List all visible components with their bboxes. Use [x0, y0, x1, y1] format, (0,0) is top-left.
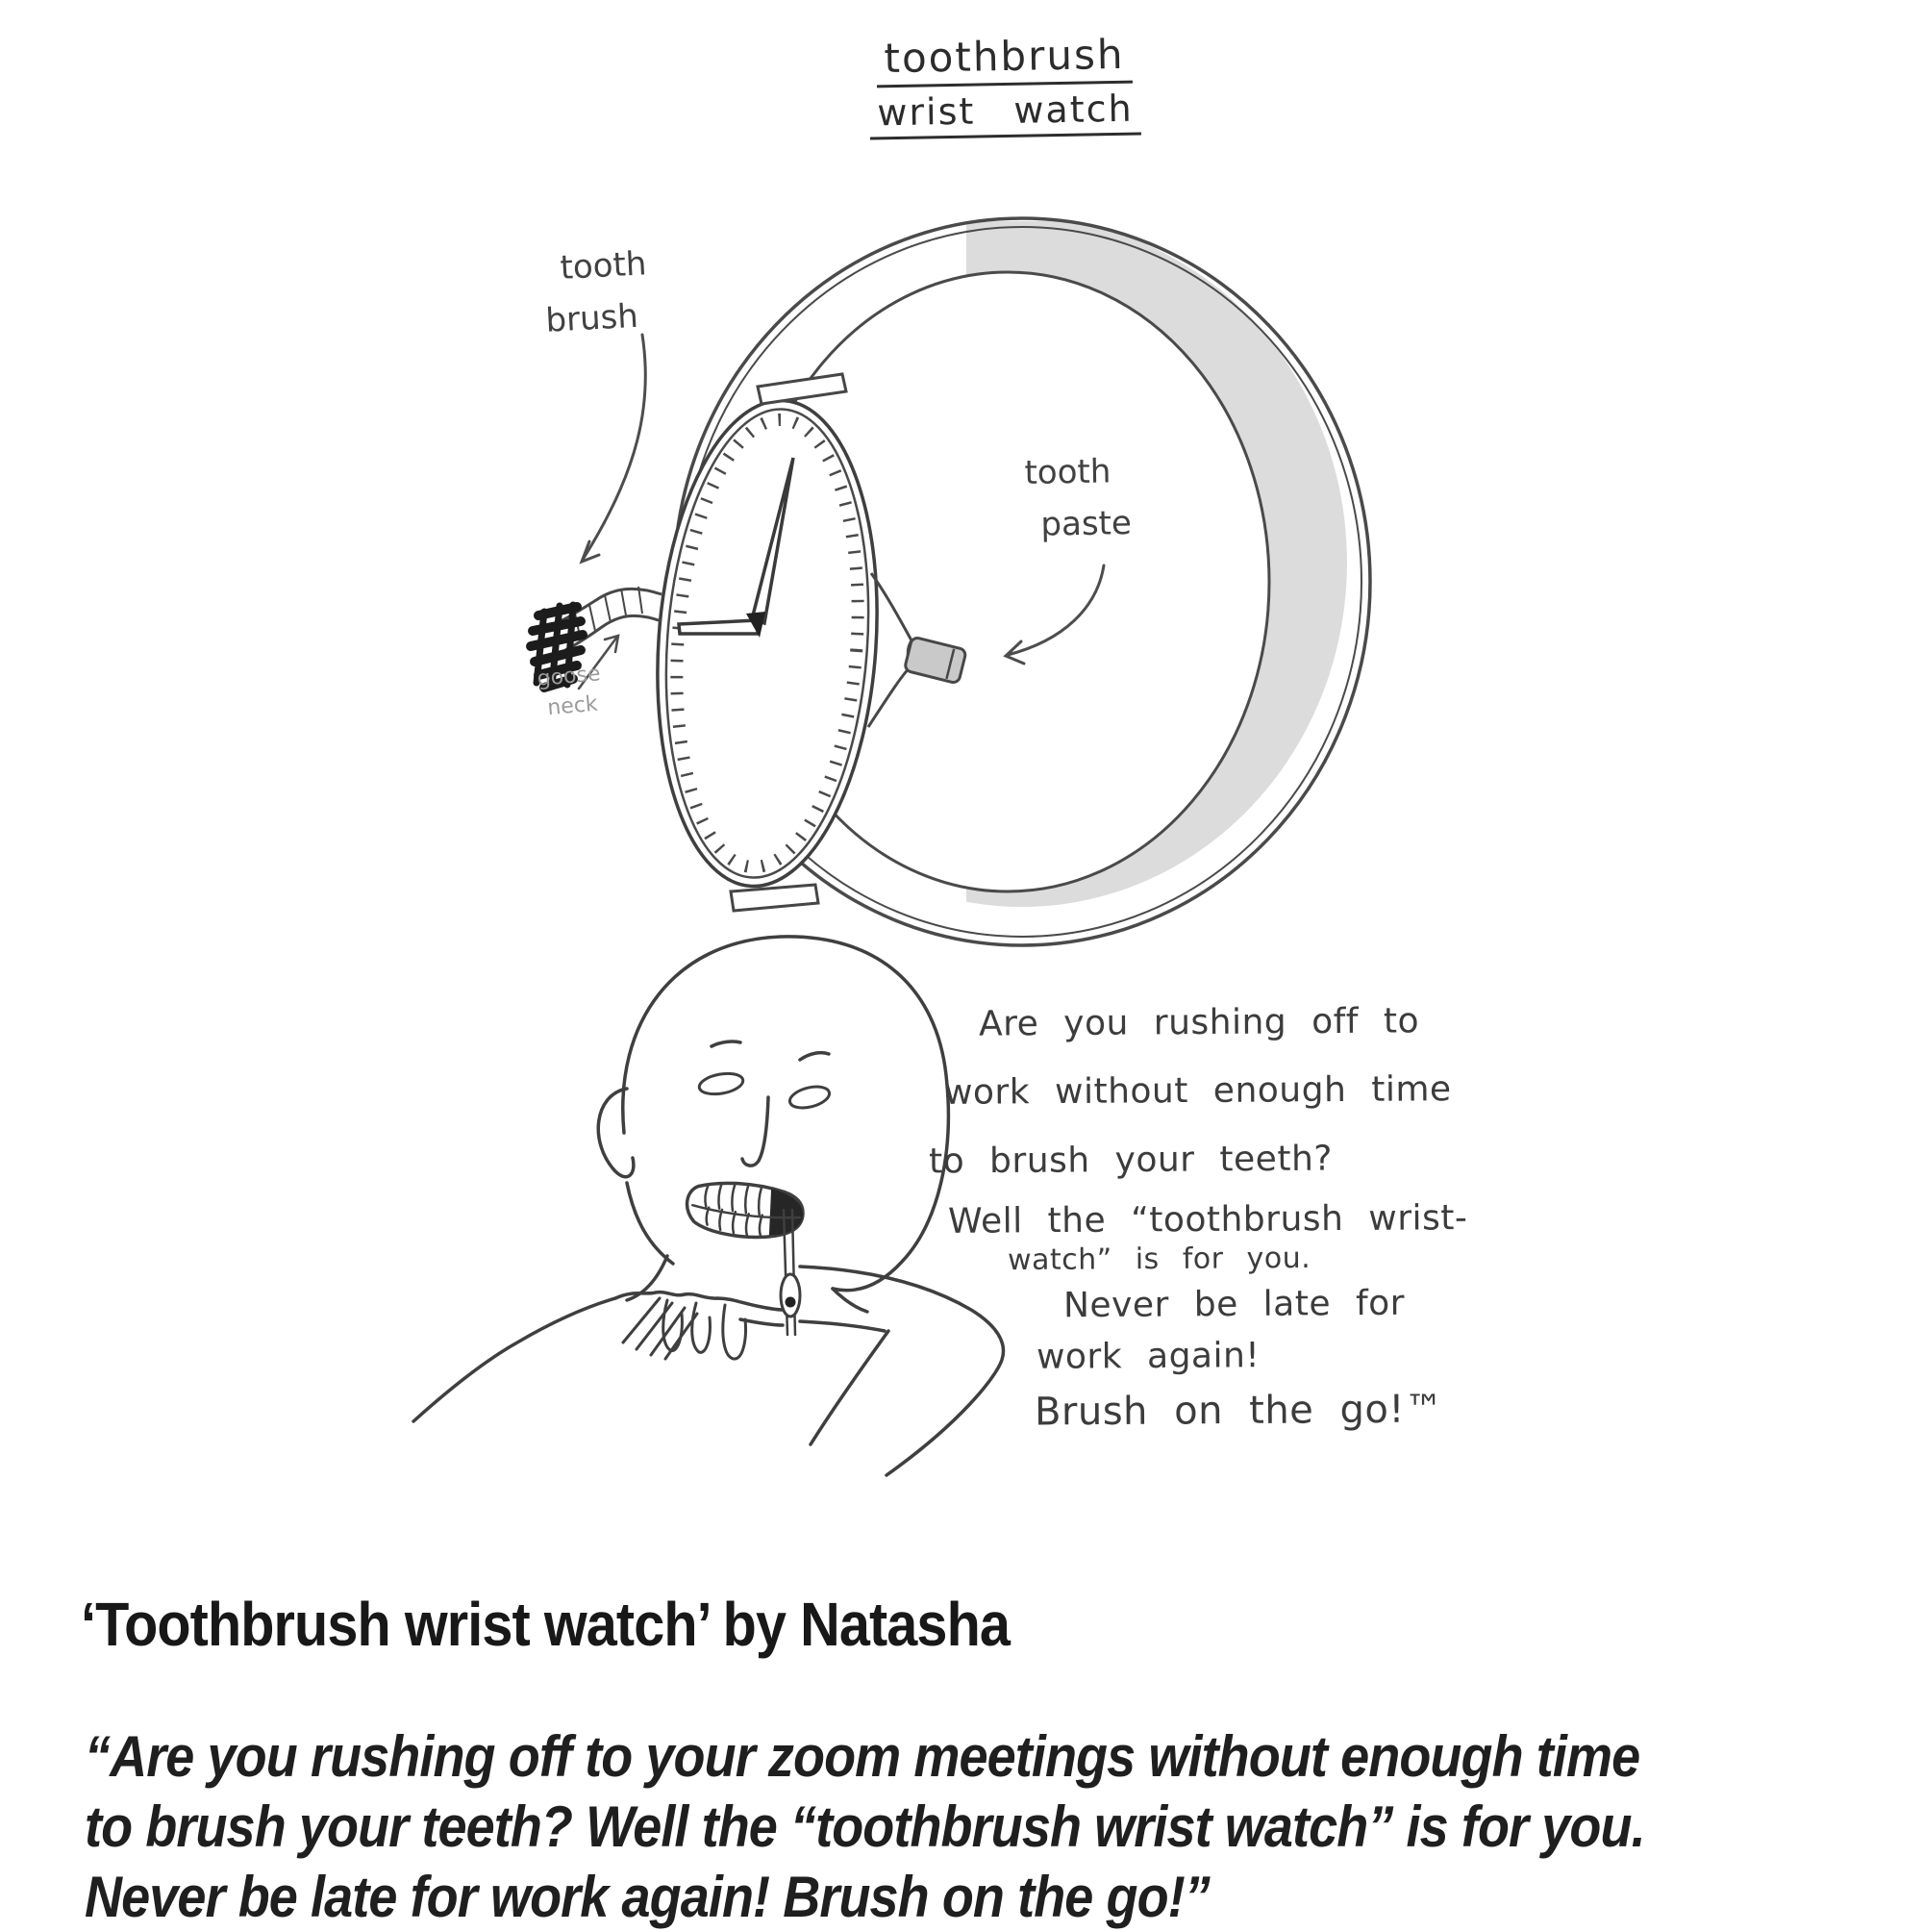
wrist-bottom-right — [800, 1321, 885, 1331]
caption-quote-line2: to brush your teeth? Well the “toothbrush wrist watch” is for you. — [85, 1794, 1645, 1859]
wrist-band-pin — [786, 1297, 796, 1308]
toothpaste-arrow — [1006, 565, 1104, 664]
finger-hatches — [623, 1298, 697, 1359]
top-lug — [758, 374, 846, 404]
ad-line-6: Never be late for — [1062, 1283, 1406, 1326]
sketch-title-line1: toothbrush — [876, 31, 1133, 88]
sketch-title-line2: wrist watch — [869, 88, 1141, 140]
toothpaste-label-line1: tooth — [1024, 452, 1111, 492]
knuckle-line — [615, 1292, 783, 1310]
ad-line-4: Well the “toothbrush wrist- — [947, 1198, 1468, 1242]
toothpaste-label-line2: paste — [1040, 504, 1133, 544]
toothpaste-nozzle — [904, 637, 966, 684]
hour-hand — [679, 620, 758, 634]
caption-quote-line3: Never be late for work again! Brush on the go!” — [85, 1865, 1210, 1929]
toothbrush-label-line1: tooth — [559, 244, 648, 288]
toothpaste-label — [1024, 445, 1132, 551]
caption-byline: ‘Toothbrush wrist watch’ by Natasha — [81, 1590, 1010, 1659]
right-eyebrow — [800, 1053, 829, 1060]
bottom-lug — [731, 885, 818, 911]
ad-line-5: watch” is for you. — [1007, 1241, 1311, 1278]
forearm-top — [800, 1267, 1004, 1475]
nose — [742, 1097, 768, 1166]
toothpaste-crown — [868, 573, 966, 727]
forearm-inner — [811, 1331, 888, 1444]
ad-line-7: work again! — [1036, 1336, 1261, 1377]
toothbrush-arrow — [582, 335, 645, 562]
finger-loops — [663, 1300, 746, 1359]
right-eye — [787, 1083, 832, 1112]
sketch-title — [855, 30, 1155, 139]
ad-line-8: Brush on the go!™ — [1034, 1387, 1444, 1435]
brush-gap — [767, 1189, 805, 1238]
jaw-line — [627, 1183, 673, 1264]
ad-line-3: to brush your teeth? — [928, 1139, 1334, 1182]
toothbrush-label — [541, 238, 650, 346]
caption-quote-line1: “Are you rushing off to your zoom meetings without enough time — [85, 1724, 1640, 1789]
gooseneck-label-line1: goose — [536, 662, 602, 691]
mouth — [685, 1179, 805, 1242]
toothbrush-label-line2: brush — [544, 296, 639, 340]
ear — [598, 1089, 634, 1177]
gooseneck-label-line2: neck — [546, 691, 599, 721]
gooseneck-label — [536, 659, 604, 724]
left-eyebrow — [712, 1041, 740, 1046]
shoulder-left — [413, 1298, 615, 1421]
ad-line-1: Are you rushing off to — [978, 1001, 1420, 1044]
caption-quote — [85, 1721, 1645, 1932]
neck-right — [833, 1289, 867, 1312]
left-eye — [698, 1070, 745, 1097]
ad-line-2: work without enough time — [943, 1069, 1452, 1113]
watch-face — [642, 393, 893, 894]
person-sketch — [413, 937, 1004, 1475]
